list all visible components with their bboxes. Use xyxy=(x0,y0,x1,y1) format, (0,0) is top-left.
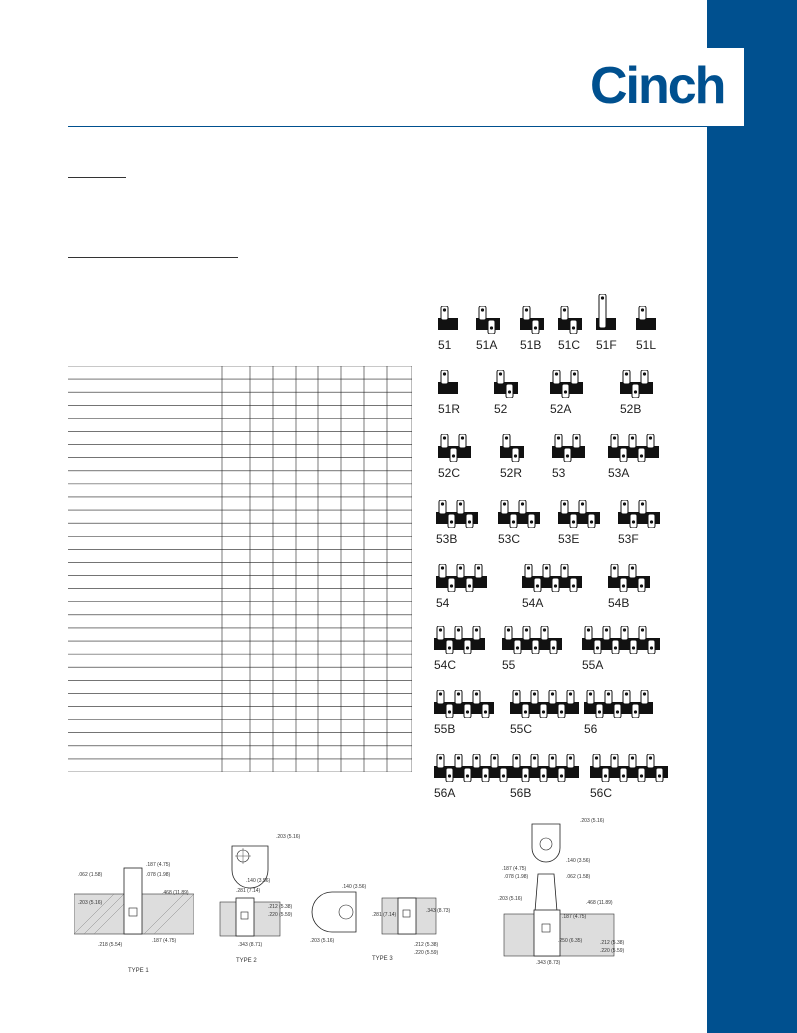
terminal-strip-52a xyxy=(550,370,583,398)
dim-text: .343 (8.71) xyxy=(238,942,263,948)
dim-text: .078 (1.98) xyxy=(146,872,171,878)
part-label: 53E xyxy=(558,532,580,546)
dim-text: .468 (11.89) xyxy=(586,900,613,906)
part-label: 52A xyxy=(550,402,572,416)
terminal-strip-54c xyxy=(434,626,485,654)
dim-text: .343 (8.73) xyxy=(536,960,561,966)
type-3-label: TYPE 3 xyxy=(372,956,393,962)
part-label: 56C xyxy=(590,786,613,800)
dim-text: .187 (4.75) xyxy=(502,866,527,872)
dim-text: .078 (1.98) xyxy=(504,874,529,880)
terminal-strip-52b xyxy=(620,370,653,398)
terminal-strip-51r xyxy=(438,370,458,398)
part-label: 52C xyxy=(438,466,461,480)
heading-underline-2 xyxy=(68,257,238,258)
dim-text: .140 (3.56) xyxy=(342,884,367,890)
part-label: 54C xyxy=(434,658,457,672)
dim-text: .062 (1.58) xyxy=(78,872,103,878)
drawing-type-3 xyxy=(310,882,460,964)
dim-text: .140 (3.56) xyxy=(566,858,591,864)
dim-text: .281 (7.14) xyxy=(236,888,261,894)
part-label: 51F xyxy=(596,338,617,352)
terminal-strip-55a xyxy=(582,626,660,654)
dim-text: .203 (5.16) xyxy=(580,818,605,824)
dim-text: .187 (4.75) xyxy=(146,862,171,868)
dim-text: .468 (11.89) xyxy=(162,890,189,896)
terminal-strip-54b xyxy=(608,564,650,592)
part-label: 51 xyxy=(438,338,452,352)
terminal-strip-54a xyxy=(522,564,582,592)
part-label: 51A xyxy=(476,338,498,352)
dim-text: .343 (8.73) xyxy=(426,908,451,914)
dim-text: .212 (5.38) xyxy=(600,940,625,946)
dim-text: .203 (5.16) xyxy=(276,834,301,840)
type-2-label: TYPE 2 xyxy=(236,958,257,964)
part-label: 56 xyxy=(584,722,598,736)
terminal-strip-56c xyxy=(590,754,668,782)
dim-text: .187 (4.75) xyxy=(562,914,587,920)
part-label: 52 xyxy=(494,402,508,416)
dim-text: .220 (5.59) xyxy=(268,912,293,918)
terminal-strip-53f xyxy=(618,500,660,528)
terminal-strip-53c xyxy=(498,500,540,528)
part-label: 53C xyxy=(498,532,521,546)
terminal-strip-53a xyxy=(608,434,659,462)
spec-table-grid xyxy=(68,366,412,772)
dim-text: .062 (1.58) xyxy=(566,874,591,880)
terminal-strip-52c xyxy=(438,434,471,462)
part-label: 55B xyxy=(434,722,456,736)
part-label: 56A xyxy=(434,786,456,800)
terminal-strip-56a xyxy=(434,754,512,782)
part-label: 55C xyxy=(510,722,533,736)
part-label: 56B xyxy=(510,786,532,800)
part-label: 51L xyxy=(636,338,657,352)
header-rule xyxy=(68,126,707,127)
part-label: 54B xyxy=(608,596,630,610)
terminal-strip-51 xyxy=(438,306,458,334)
terminal-strip-56b xyxy=(510,754,579,782)
part-label: 54A xyxy=(522,596,544,610)
part-label: 51B xyxy=(520,338,542,352)
drawing-type-4 xyxy=(496,814,656,970)
dim-text: .220 (5.59) xyxy=(600,948,625,954)
part-label: 51R xyxy=(438,402,461,416)
drawing-type-1 xyxy=(74,858,194,968)
dim-text: .203 (5.16) xyxy=(310,938,335,944)
part-label: 55A xyxy=(582,658,604,672)
terminal-strip-55c xyxy=(510,690,579,718)
part-label: 54 xyxy=(436,596,450,610)
dim-text: .218 (5.54) xyxy=(98,942,123,948)
terminal-strip-51l xyxy=(636,306,656,334)
dim-text: .212 (5.38) xyxy=(268,904,293,910)
dim-text: .250 (6.35) xyxy=(558,938,583,944)
terminal-strip-55 xyxy=(502,626,562,654)
terminal-strip-51f xyxy=(596,294,616,334)
logo-box xyxy=(576,48,744,126)
dim-text: .140 (3.56) xyxy=(246,878,271,884)
drawing-type-2 xyxy=(218,832,318,958)
dim-text: .212 (5.38) xyxy=(414,942,439,948)
terminal-strip-51a xyxy=(476,306,500,334)
terminal-strip-52r xyxy=(500,434,524,462)
dim-text: .220 (5.59) xyxy=(414,950,439,956)
part-label: 55 xyxy=(502,658,516,672)
terminal-strip-53e xyxy=(558,500,600,528)
heading-underline-1 xyxy=(68,177,126,178)
part-label: 53F xyxy=(618,532,639,546)
part-label: 53 xyxy=(552,466,566,480)
part-label: 53A xyxy=(608,466,630,480)
type-1-label: TYPE 1 xyxy=(128,968,149,974)
dim-text: .281 (7.14) xyxy=(372,912,397,918)
right-sidebar-band xyxy=(707,0,797,1033)
terminal-strip-51c xyxy=(558,306,582,334)
dim-text: .187 (4.75) xyxy=(152,938,177,944)
terminal-strip-53 xyxy=(552,434,585,462)
part-label: 52B xyxy=(620,402,642,416)
terminal-strip-51b xyxy=(520,306,544,334)
terminal-strip-53b xyxy=(436,500,478,528)
dim-text: .203 (5.16) xyxy=(78,900,103,906)
terminal-strip-55b xyxy=(434,690,494,718)
part-label: 51C xyxy=(558,338,581,352)
terminal-strip-52 xyxy=(494,370,518,398)
terminal-strip-54 xyxy=(436,564,487,592)
dim-text: .203 (5.16) xyxy=(498,896,523,902)
part-label: 52R xyxy=(500,466,523,480)
cinch-logo: Cinch xyxy=(590,57,725,115)
terminal-strip-56 xyxy=(584,690,653,718)
part-label: 53B xyxy=(436,532,458,546)
